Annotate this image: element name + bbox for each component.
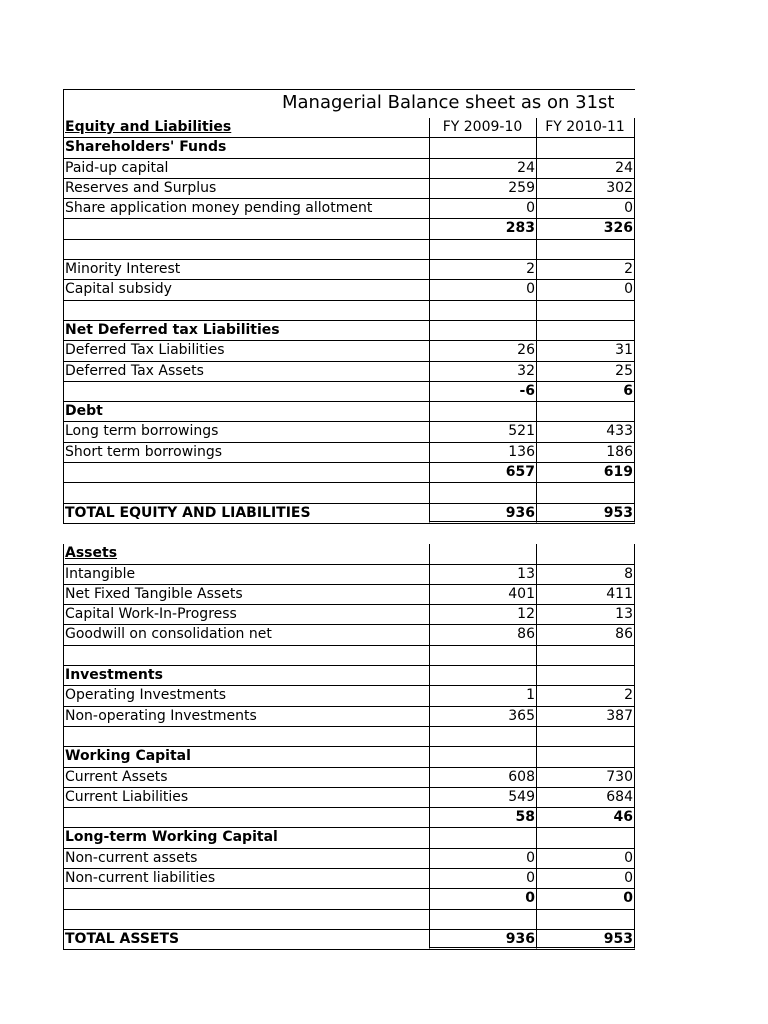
table-row: [63, 727, 635, 747]
row-label: Deferred Tax Liabilities: [63, 341, 429, 361]
row-value-fy2010: 0: [536, 199, 635, 219]
row-label: [63, 808, 429, 828]
row-value-fy2009: [429, 240, 536, 260]
row-value-fy2010: 0: [536, 889, 635, 909]
row-value-fy2009: [429, 666, 536, 686]
table-row: [63, 199, 635, 219]
row-label: Working Capital: [63, 747, 429, 767]
row-value-fy2010: [536, 301, 635, 321]
table-row: [63, 808, 635, 828]
row-value-fy2010: [536, 727, 635, 747]
row-label: Long term borrowings: [63, 422, 429, 442]
row-value-fy2010: 433: [536, 422, 635, 442]
row-label: Investments: [63, 666, 429, 686]
header-row: [63, 118, 635, 138]
row-label: [63, 240, 429, 260]
row-label: Goodwill on consolidation net: [63, 625, 429, 645]
row-label: TOTAL ASSETS: [63, 930, 429, 950]
table-row: [63, 159, 635, 179]
table-row: [63, 443, 635, 463]
row-value-fy2009: 26: [429, 341, 536, 361]
row-label: TOTAL EQUITY AND LIABILITIES: [63, 504, 429, 524]
row-label: Non-current liabilities: [63, 869, 429, 889]
table-row: [63, 707, 635, 727]
row-value-fy2010: [536, 666, 635, 686]
row-label: Operating Investments: [63, 686, 429, 706]
row-label: [63, 301, 429, 321]
row-label: Share application money pending allotment: [63, 199, 429, 219]
row-value-fy2010: [536, 544, 635, 564]
table-row: [63, 504, 635, 524]
row-value-fy2009: [429, 138, 536, 158]
row-value-fy2009: 657: [429, 463, 536, 483]
sheet-title: Managerial Balance sheet as on 31st: [282, 92, 615, 113]
table-row: [63, 828, 635, 848]
header-col-fy2009: FY 2009-10: [429, 118, 536, 138]
row-label: Non-operating Investments: [63, 707, 429, 727]
table-row: [63, 585, 635, 605]
table-row: [63, 646, 635, 666]
row-label: Net Deferred tax Liabilities: [63, 321, 429, 341]
row-label: Intangible: [63, 565, 429, 585]
row-label: Assets: [63, 544, 429, 564]
row-value-fy2010: 0: [536, 849, 635, 869]
row-value-fy2010: [536, 828, 635, 848]
row-value-fy2009: 0: [429, 280, 536, 300]
row-value-fy2010: 25: [536, 362, 635, 382]
table-row: [63, 544, 635, 564]
row-label: [63, 727, 429, 747]
row-value-fy2009: [429, 646, 536, 666]
row-value-fy2010: [536, 402, 635, 422]
row-value-fy2009: 936: [429, 504, 536, 524]
row-value-fy2010: [536, 240, 635, 260]
row-label: [63, 483, 429, 503]
row-label: Deferred Tax Assets: [63, 362, 429, 382]
row-value-fy2009: [429, 524, 536, 544]
row-value-fy2010: [536, 321, 635, 341]
row-value-fy2010: 2: [536, 260, 635, 280]
row-value-fy2010: 953: [536, 930, 635, 950]
table-row: [63, 788, 635, 808]
row-value-fy2009: 259: [429, 179, 536, 199]
row-label: Non-current assets: [63, 849, 429, 869]
row-value-fy2010: [536, 910, 635, 930]
row-value-fy2009: [429, 828, 536, 848]
row-value-fy2009: 521: [429, 422, 536, 442]
row-value-fy2010: [536, 646, 635, 666]
row-label: [63, 524, 429, 544]
row-value-fy2010: 2: [536, 686, 635, 706]
table-row: [63, 463, 635, 483]
header-col-fy2010: FY 2010-11: [536, 118, 635, 138]
table-row: [63, 686, 635, 706]
row-value-fy2010: [536, 483, 635, 503]
table-row: [63, 402, 635, 422]
row-label: [63, 463, 429, 483]
table-row: [63, 930, 635, 950]
table-row: [63, 301, 635, 321]
row-value-fy2009: 608: [429, 768, 536, 788]
header-label: Equity and Liabilities: [63, 118, 429, 138]
row-value-fy2010: 0: [536, 869, 635, 889]
row-value-fy2010: 411: [536, 585, 635, 605]
table-row: [63, 910, 635, 930]
row-label: Debt: [63, 402, 429, 422]
row-value-fy2010: [536, 524, 635, 544]
row-value-fy2009: 549: [429, 788, 536, 808]
row-value-fy2010: 24: [536, 159, 635, 179]
row-value-fy2010: 730: [536, 768, 635, 788]
row-value-fy2010: 31: [536, 341, 635, 361]
table-row: [63, 565, 635, 585]
table-row: [63, 483, 635, 503]
table-row: [63, 138, 635, 158]
table-body: [63, 138, 635, 950]
row-value-fy2010: 619: [536, 463, 635, 483]
row-value-fy2010: 8: [536, 565, 635, 585]
row-label: Reserves and Surplus: [63, 179, 429, 199]
row-label: [63, 646, 429, 666]
row-value-fy2009: [429, 747, 536, 767]
row-value-fy2009: 136: [429, 443, 536, 463]
row-value-fy2009: [429, 321, 536, 341]
row-label: Current Assets: [63, 768, 429, 788]
row-value-fy2009: 0: [429, 869, 536, 889]
row-label: Short term borrowings: [63, 443, 429, 463]
row-label: Paid-up capital: [63, 159, 429, 179]
table-row: [63, 280, 635, 300]
row-value-fy2009: 283: [429, 219, 536, 239]
table-row: [63, 260, 635, 280]
table-row: [63, 849, 635, 869]
row-value-fy2010: 13: [536, 605, 635, 625]
balance-sheet-table: [63, 89, 635, 950]
row-value-fy2009: [429, 301, 536, 321]
row-value-fy2009: 936: [429, 930, 536, 950]
row-value-fy2009: 58: [429, 808, 536, 828]
row-value-fy2010: 6: [536, 382, 635, 402]
section-gap: [63, 524, 635, 544]
row-value-fy2009: -6: [429, 382, 536, 402]
table-row: [63, 768, 635, 788]
row-label: [63, 889, 429, 909]
table-row: [63, 666, 635, 686]
row-value-fy2010: [536, 747, 635, 767]
row-value-fy2009: 0: [429, 849, 536, 869]
table-row: [63, 179, 635, 199]
row-value-fy2010: [536, 138, 635, 158]
row-label: Capital subsidy: [63, 280, 429, 300]
row-value-fy2009: 13: [429, 565, 536, 585]
table-row: [63, 625, 635, 645]
row-value-fy2009: 401: [429, 585, 536, 605]
row-value-fy2010: 186: [536, 443, 635, 463]
sheet-title-cell: [63, 89, 635, 118]
row-value-fy2010: 46: [536, 808, 635, 828]
table-row: [63, 240, 635, 260]
row-label: Current Liabilities: [63, 788, 429, 808]
table-row: [63, 362, 635, 382]
row-label: Net Fixed Tangible Assets: [63, 585, 429, 605]
table-row: [63, 382, 635, 402]
row-label: Capital Work-In-Progress: [63, 605, 429, 625]
table-row: [63, 341, 635, 361]
row-value-fy2010: 953: [536, 504, 635, 524]
row-value-fy2009: 0: [429, 889, 536, 909]
row-value-fy2010: 684: [536, 788, 635, 808]
row-value-fy2010: 0: [536, 280, 635, 300]
table-row: [63, 422, 635, 442]
table-row: [63, 321, 635, 341]
row-label: [63, 219, 429, 239]
row-label: Shareholders' Funds: [63, 138, 429, 158]
row-value-fy2009: 86: [429, 625, 536, 645]
row-value-fy2009: 365: [429, 707, 536, 727]
row-value-fy2009: 24: [429, 159, 536, 179]
row-value-fy2009: 12: [429, 605, 536, 625]
table-row: [63, 605, 635, 625]
row-value-fy2009: 0: [429, 199, 536, 219]
row-value-fy2009: 32: [429, 362, 536, 382]
row-value-fy2009: [429, 544, 536, 564]
row-label: [63, 910, 429, 930]
row-label: [63, 382, 429, 402]
row-value-fy2009: [429, 910, 536, 930]
row-value-fy2009: 2: [429, 260, 536, 280]
table-row: [63, 869, 635, 889]
row-value-fy2010: 302: [536, 179, 635, 199]
row-value-fy2010: 387: [536, 707, 635, 727]
row-value-fy2009: [429, 483, 536, 503]
table-row: [63, 747, 635, 767]
row-value-fy2009: [429, 727, 536, 747]
row-value-fy2010: 326: [536, 219, 635, 239]
table-row: [63, 219, 635, 239]
row-value-fy2009: [429, 402, 536, 422]
row-label: Long-term Working Capital: [63, 828, 429, 848]
row-label: Minority Interest: [63, 260, 429, 280]
table-row: [63, 889, 635, 909]
row-value-fy2010: 86: [536, 625, 635, 645]
row-value-fy2009: 1: [429, 686, 536, 706]
